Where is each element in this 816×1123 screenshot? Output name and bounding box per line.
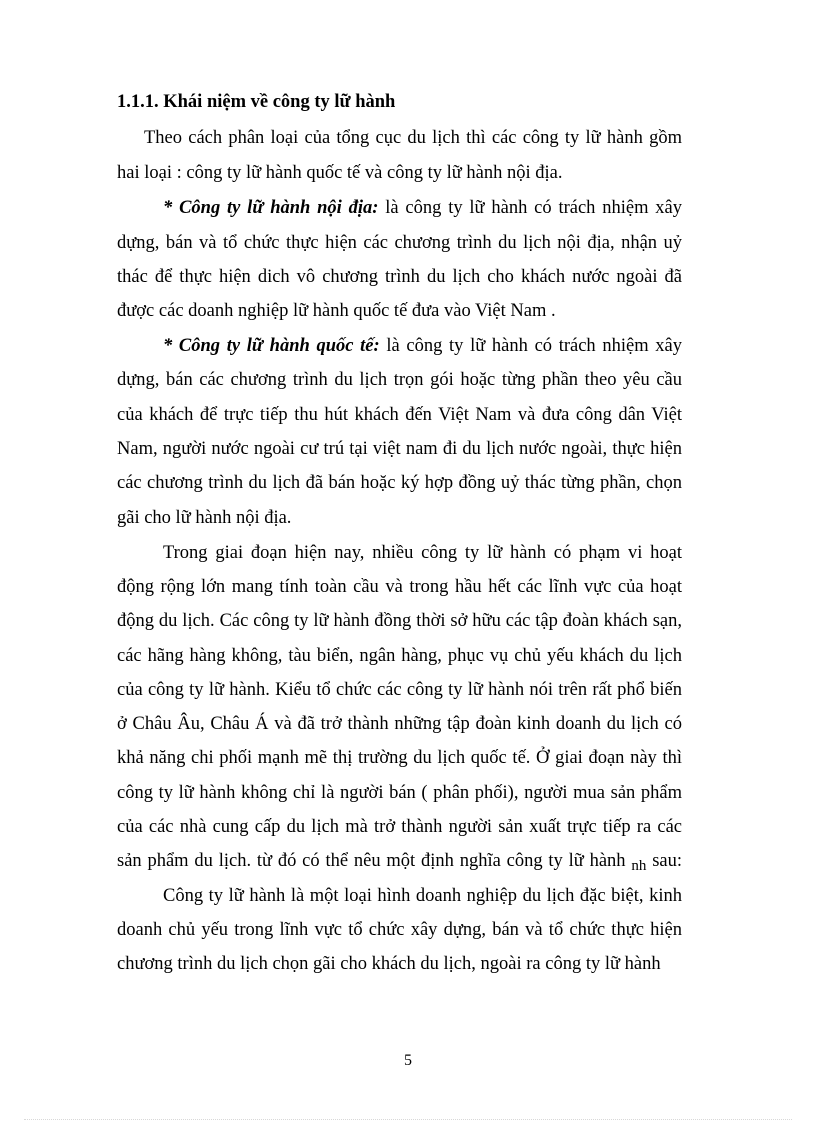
body-line: Trong giai đoạn hiện nay, nhiều công ty lữ hành có phạm vi hoạt [163,543,682,563]
body-line: động du lịch. Các công ty lữ hành đồng thời sở hữu các tập đoàn khách sạn, [117,611,682,631]
body-line: doanh chủ yếu trong lĩnh vực tổ chức xây dựng, bán và tổ chức thực hiện [117,920,682,940]
body-text: sản phẩm du lịch. từ đó có thể nêu một định nghĩa công ty lữ hành [117,851,626,871]
body-line: công ty lữ hành không chỉ là người bán ( phân phối), người mua sản phẩm [117,783,682,803]
body-line: được các doanh nghiệp lữ hành quốc tế đưa vào Việt Nam . [117,301,556,321]
body-line: ở Châu Âu, Châu Á và đã trở thành những tập đoàn kinh doanh du lịch có [117,714,682,734]
body-line: Nam, người nước ngoài cư trú tại việt nam đi du lịch nước ngoài, thực hiện [117,439,682,459]
body-line: Theo cách phân loại của tổng cục du lịch thì các công ty lữ hành gồm [144,128,682,148]
term-international: * Công ty lữ hành quốc tế: [163,336,380,356]
body-line: của công ty lữ hành. Kiểu tổ chức các công ty lữ hành nói trên rất phổ biến [117,680,682,700]
stray-fragment: nh [631,858,647,874]
body-line: gãi cho lữ hành nội địa. [117,508,292,528]
body-line: các hãng hàng không, tàu biển, ngân hàng, phục vụ chủ yếu khách du lịch [117,646,682,666]
body-line: dựng, bán các chương trình du lịch trọn gói hoặc từng phần theo yêu cầu [117,370,682,390]
body-line: hai loại : công ty lữ hành quốc tế và công ty lữ hành nội địa. [117,163,563,183]
body-line: của khách để trực tiếp thu hút khách đến Việt Nam và đưa công dân Việt [117,405,682,425]
body-line: động rộng lớn mang tính toàn cầu và trong hầu hết các lĩnh vực của hoạt [117,577,682,597]
term-domestic: * Công ty lữ hành nội địa: [163,198,379,218]
body-line: khả năng chi phối mạnh mẽ thị trường du lịch quốc tế. Ở giai đoạn này thì [117,748,682,768]
body-line: thác để thực hiện dich vô chương trình du lịch cho khách nước ngoài đã [117,267,682,287]
body-text: sau: [652,851,683,871]
definition-domestic-line [163,196,682,220]
page-bottom-border [24,1119,792,1120]
body-line: các chương trình du lịch đã bán hoặc ký hợp đồng uỷ thác từng phần, chọn [117,473,682,493]
body-line: dựng, bán và tổ chức thực hiện các chương trình du lịch nội địa, nhận uỷ [117,233,682,253]
body-line: chương trình du lịch chọn gãi cho khách du lịch, ngoài ra công ty lữ hành [117,954,661,974]
definition-intro-line [117,849,682,873]
body-text: là công ty lữ hành có trách nhiệm xây [385,198,682,218]
definition-international-line [163,334,682,358]
body-text: là công ty lữ hành có trách nhiệm xây [386,336,682,356]
body-line: của các nhà cung cấp du lịch mà trở thành người sản xuất trực tiếp ra các [117,817,682,837]
page-number: 5 [404,1052,412,1069]
section-heading: 1.1.1. Khái niệm về công ty lữ hành [117,92,396,112]
body-line: Công ty lữ hành là một loại hình doanh nghiệp du lịch đặc biệt, kinh [163,886,682,906]
